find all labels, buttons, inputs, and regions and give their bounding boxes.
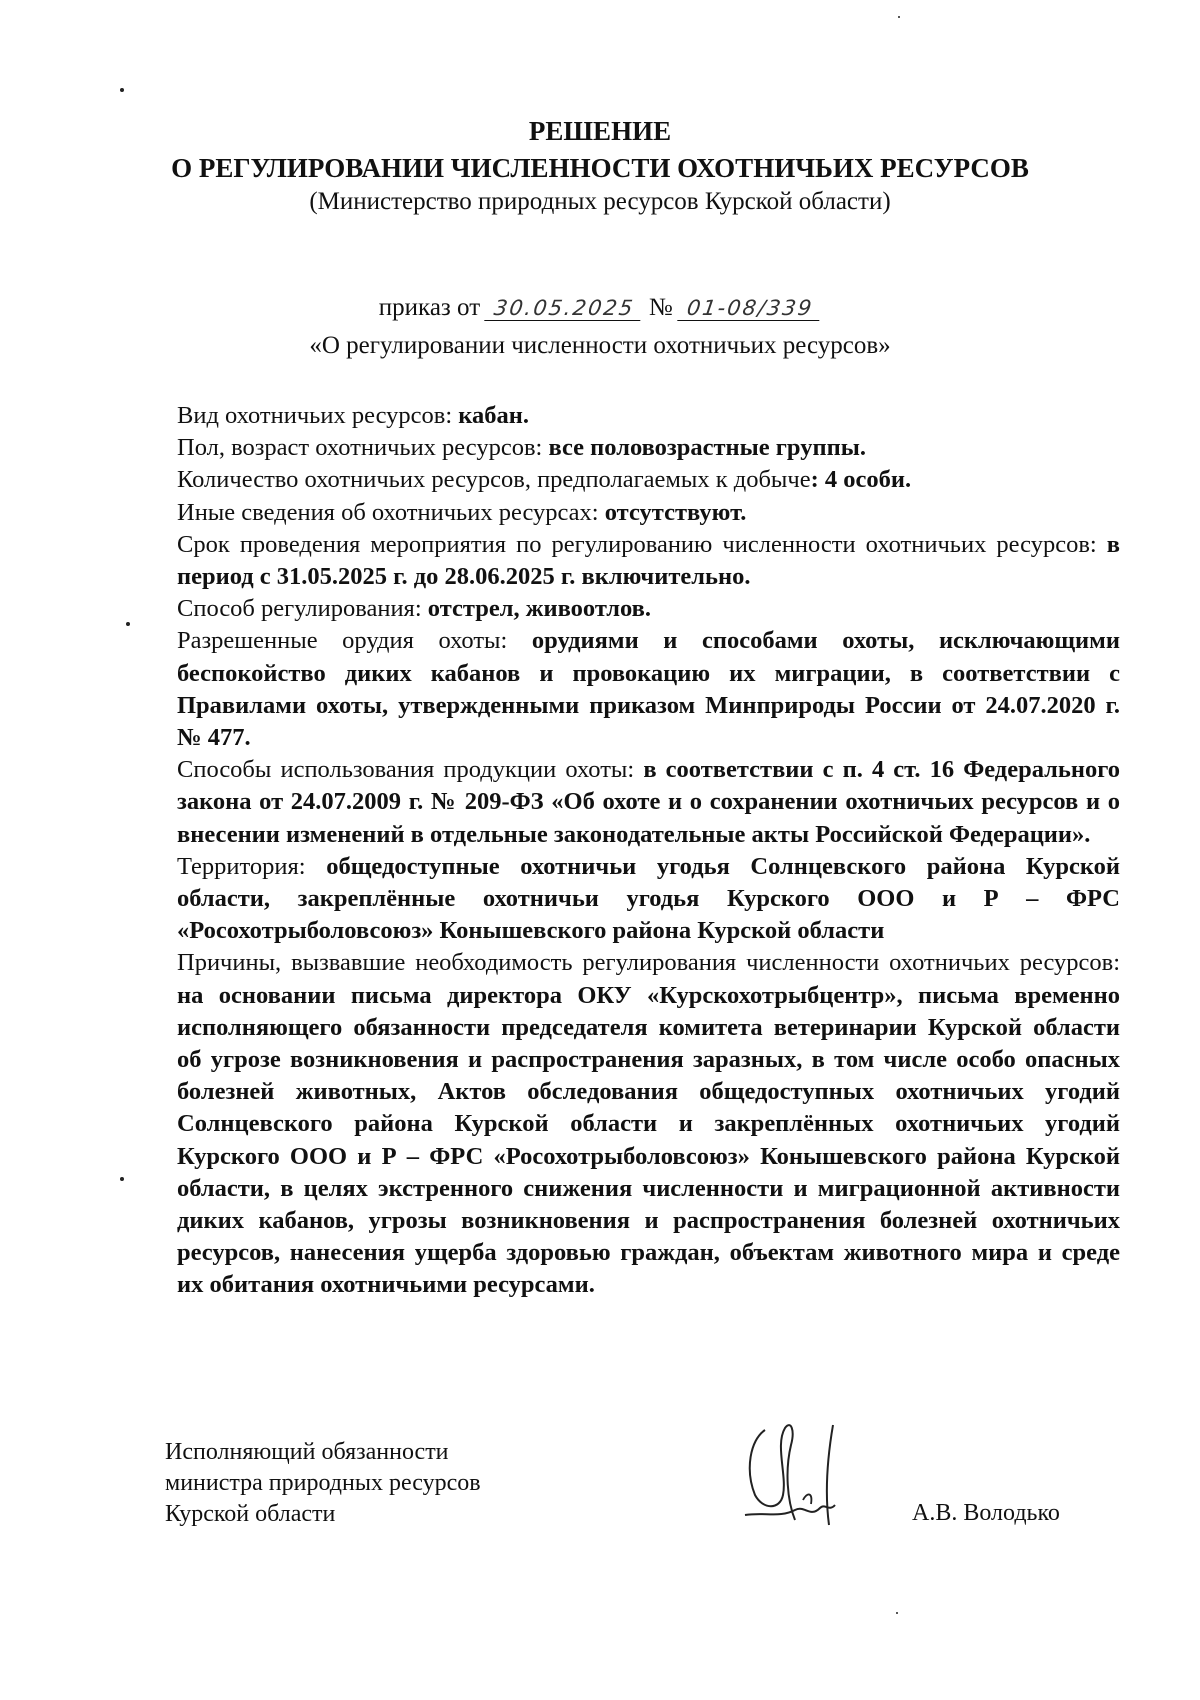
field-tools: Разрешенные орудия охоты: орудиями и способами охоты, исключающими беспокойство диких кабанов и провокацию их миграции, в соответствии с Правилами охоты, утвержденными приказом Минприроды России от 24.07.2020 г. № 477. (177, 627, 1120, 752)
signatory-position-line: министра природных ресурсов (165, 1470, 481, 1496)
order-reference (0, 294, 1200, 322)
field-other-info: Иные сведения об охотничьих ресурсах: отсутствуют. (177, 498, 747, 526)
signatory-position-line: Исполняющий обязанности (165, 1439, 449, 1465)
field-reasons: Причины, вызвавшие необходимость регулирования численности охотничьих ресурсов: на основании письма директора ОКУ «Курскохотрыбцентр», письма временно исполняющего обязанности председателя комитета ветеринарии Курской области об угрозе возникновения и распространения заразных, в том числе особо опасных болезней животных, Актов обследования общедоступных охотничьих угодий Солнцевского района Курской области и закреплённых охотничьих угодий Курского ООО и Р – ФРС «Росохотрыболовсоюз» Конышевского района Курской области, в целях экстренного снижения численности и миграционной активности диких кабанов, угрозы возникновения и распространения болезней охотничьих ресурсов, нанесения ущерба здоровью граждан, объектам животного мира и среде их обитания охотничьими ресурсами. (177, 949, 1120, 1299)
order-number-handwritten: 01-08/339 (677, 296, 823, 321)
order-date-handwritten: 30.05.2025 (485, 296, 645, 321)
field-sex-age: Пол, возраст охотничьих ресурсов: все половозрастные группы. (177, 434, 866, 462)
document-title: РЕШЕНИЕ (528, 116, 672, 146)
field-quantity: Количество охотничьих ресурсов, предполагаемых к добыче: 4 особи. (177, 466, 912, 494)
field-method: Способ регулирования: отстрел, живоотлов. (177, 595, 652, 623)
signatory-position (165, 1437, 481, 1530)
order-prefix: приказ от (378, 294, 481, 321)
document-subtitle: О РЕГУЛИРОВАНИИ ЧИСЛЕННОСТИ ОХОТНИЧЬИХ РЕСУРСОВ (171, 153, 1029, 183)
handwritten-signature (725, 1400, 875, 1550)
order-title: «О регулировании численности охотничьих ресурсов» (309, 332, 891, 359)
scan-speck (120, 88, 124, 92)
scan-speck (120, 1177, 124, 1181)
order-number-sign: № (648, 294, 673, 321)
scan-speck (896, 1612, 898, 1614)
field-territory: Территория: общедоступные охотничьи угодья Солнцевского района Курской области, закреплённые охотничьи угодья Курского ООО и Р – ФРС «Росохотрыболовсоюз» Конышевского района Курской области (177, 852, 1120, 945)
field-product-usage: Способы использования продукции охоты: в соответствии с п. 4 ст. 16 Федерального закона от 24.07.2009 г. № 209-ФЗ «Об охоте и о сохранении охотничьих ресурсов и о внесении изменений в отдельные законодательные акты Российской Федерации». (177, 756, 1120, 848)
field-period: Срок проведения мероприятия по регулированию численности охотничьих ресурсов: в период с 31.05.2025 г. до 28.06.2025 г. включительно. (177, 530, 1120, 591)
issuing-authority: (Министерство природных ресурсов Курской области) (309, 188, 891, 215)
signatory-position-line: Курской области (165, 1501, 336, 1527)
scan-speck (126, 622, 130, 626)
signatory-name: А.В. Володько (912, 1500, 1060, 1526)
scan-speck (898, 16, 900, 18)
decision-body (177, 400, 1120, 1302)
field-species: Вид охотничьих ресурсов: кабан. (177, 402, 529, 429)
